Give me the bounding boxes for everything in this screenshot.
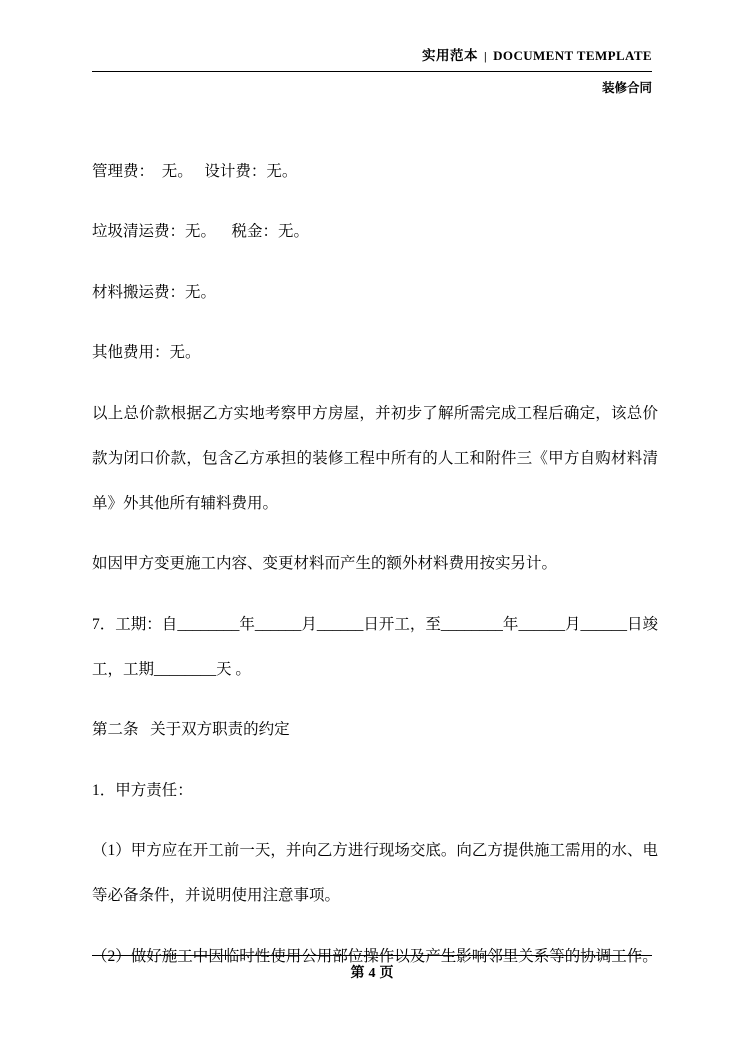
header-brand-en: DOCUMENT TEMPLATE xyxy=(493,48,652,63)
paragraph: 管理费： 无。 设计费：无。 xyxy=(92,162,298,180)
paragraph: 如因甲方变更施工内容、变更材料而产生的额外材料费用按实另计。 xyxy=(92,555,558,572)
document-body xyxy=(92,133,658,994)
paragraph: 材料搬运费：无。 xyxy=(92,283,217,301)
page-header xyxy=(92,44,652,96)
footer-prefix: 第 xyxy=(350,966,365,981)
header-subtitle: 装修合同 xyxy=(601,81,652,95)
paragraph: （1）甲方应在开工前一天，并向乙方进行现场交底。向乙方提供施工需用的水、电等必备条件，并说明使用注意事项。 xyxy=(92,842,658,904)
footer-divider xyxy=(92,955,652,956)
paragraph: 1．甲方责任： xyxy=(92,781,193,799)
page-number: 4 xyxy=(368,966,376,981)
header-brand-separator: | xyxy=(483,49,488,63)
paragraph: 7．工期：自________年______月______日开工，至________年______月______日竣工，工期________天 。 xyxy=(92,615,658,678)
paragraph: 垃圾清运费：无。 税金：无。 xyxy=(92,223,310,240)
header-brand-cn: 实用范本 xyxy=(421,48,478,63)
header-divider xyxy=(92,71,652,72)
paragraph: （2）做好施工中因临时性使用公用部位操作以及产生影响邻里关系等的协调工作。 xyxy=(92,947,658,965)
footer-suffix: 页 xyxy=(379,966,394,981)
paragraph: 其他费用：无。 xyxy=(92,344,201,361)
header-brand xyxy=(92,44,652,64)
section-heading: 第二条 关于双方职责的约定 xyxy=(92,721,290,738)
paragraph: 以上总价款根据乙方实地考察甲方房屋，并初步了解所需完成工程后确定，该总价款为闭口价款，包含乙方承担的装修工程中所有的人工和附件三《甲方自购材料清单》外其他所有辅料费用。 xyxy=(92,404,658,512)
page-footer xyxy=(0,962,744,982)
